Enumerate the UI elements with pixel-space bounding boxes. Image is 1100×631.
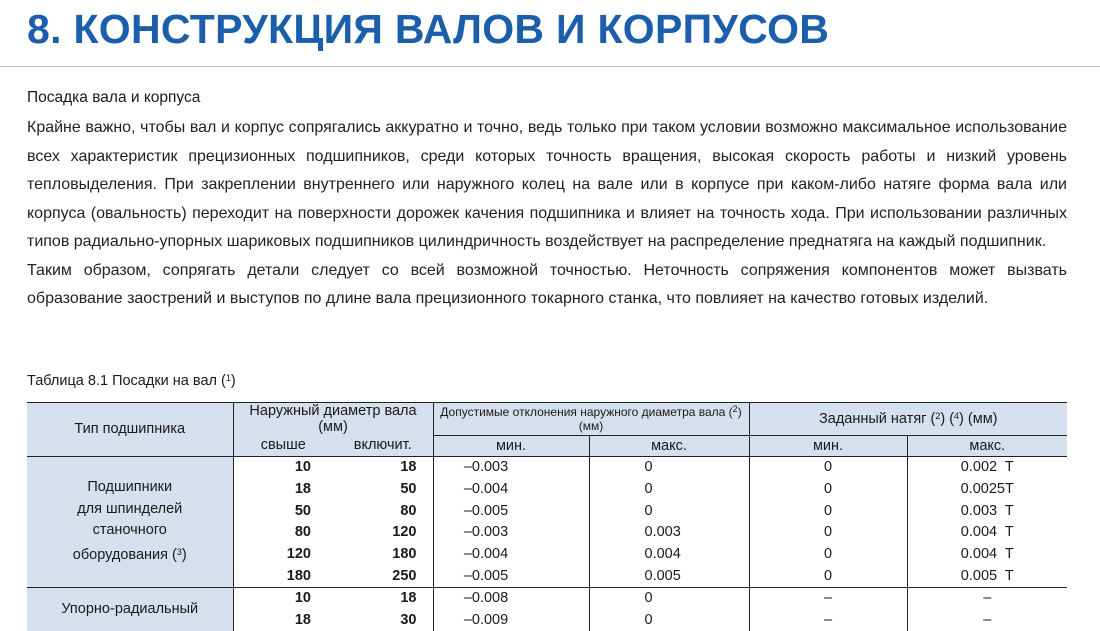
cell-over: 180 xyxy=(233,565,333,587)
cell-int-min: 0 xyxy=(749,478,907,500)
bearing-type-line: Упорно-радиальный xyxy=(61,600,199,617)
cell-int-max: – xyxy=(907,587,1067,609)
cell-dev-min: –0.004 xyxy=(433,543,589,565)
cell-dev-min: –0.005 xyxy=(433,565,589,587)
bearing-type-line: для шпинделей xyxy=(77,500,183,517)
body-text xyxy=(27,114,1067,314)
bearing-type-cell xyxy=(27,587,233,631)
footnote-ref: 2 xyxy=(732,404,738,415)
cell-int-min: 0 xyxy=(749,565,907,587)
cell-int-min: – xyxy=(749,609,907,631)
header-int-max: макс. xyxy=(907,435,1067,456)
table-row xyxy=(27,456,1067,478)
header-interference-text: Заданный натяг ( xyxy=(819,410,936,427)
header-deviation-text: Допустимые отклонения наружного диаметра вала ( xyxy=(440,405,733,420)
footnote-ref: 3 xyxy=(176,546,182,557)
header-type: Тип подшипника xyxy=(27,403,233,457)
cell-dev-min: –0.009 xyxy=(433,609,589,631)
cell-dev-max: 0 xyxy=(589,609,749,631)
cell-incl: 18 xyxy=(400,459,417,476)
cell-int-max: 0.004 T xyxy=(907,522,1067,544)
bearing-type-line: Подшипники xyxy=(87,479,173,496)
cell-dev-max: 0 xyxy=(589,456,749,478)
cell-int-min: 0 xyxy=(749,543,907,565)
cell-incl: 180 xyxy=(392,546,417,563)
cell-int-min: 0 xyxy=(749,456,907,478)
header-diameter: Наружный диаметр вала (мм) xyxy=(233,403,433,436)
paragraph: Крайне важно, чтобы вал и корпус сопрягались аккуратно и точно, ведь только при таком условии возможно максимальное использование всех характеристик прецизионных подшипников, среди которых точность вращения, высокая скорость работы и низкий уровень тепловыделения. При закреплении внутреннего или наружного колец на вале или в корпусе при каком-либо натяге форма вала или корпуса (овальность) переходит на поверхности дорожек качения подшипника и влияет на точность хода. При использовании различных типов радиально-упорных шариковых подшипников цилиндричность воздействует на распределение преднатяга на каждый подшипник. xyxy=(27,119,1067,250)
bearing-type-line: станочного xyxy=(92,522,167,539)
cell-incl: 18 xyxy=(333,587,433,609)
cell-over: 10 xyxy=(233,587,333,609)
footnote-ref: 4 xyxy=(954,410,960,421)
paragraph: Таким образом, сопрягать детали следует со всей возможной точностью. Неточность сопряжения компонентов может вызвать образование заострений и выступов по длине вала прецизионного токарного станка, что повлияет на качество готовых изделий. xyxy=(27,261,1067,307)
footnote-ref: 2 xyxy=(935,410,941,421)
cell-dev-max: 0.003 xyxy=(589,522,749,544)
page-title: 8. КОНСТРУКЦИЯ ВАЛОВ И КОРПУСОВ xyxy=(27,6,830,52)
cell-over: 120 xyxy=(233,543,333,565)
header-interference-end: ) (мм) xyxy=(959,410,998,427)
header-dev-min: мин. xyxy=(433,435,589,456)
cell-incl: 50 xyxy=(400,481,417,498)
cell-int-max: 0.005 T xyxy=(907,565,1067,587)
cell-over: 80 xyxy=(233,522,333,544)
cell-dev-min: –0.004 xyxy=(433,478,589,500)
header-deviation-end: ) (мм) xyxy=(578,405,742,434)
cell-int-max: 0.003 T xyxy=(907,500,1067,522)
section-heading: Посадка вала и корпуса xyxy=(27,89,201,106)
cell-int-max: – xyxy=(907,609,1067,631)
bearing-type-text: оборудования ( xyxy=(72,546,177,563)
cell-dev-max: 0.005 xyxy=(589,565,749,587)
cell-dev-max: 0 xyxy=(589,478,749,500)
cell-dev-min: –0.005 xyxy=(433,500,589,522)
cell-int-max: 0.0025T xyxy=(907,478,1067,500)
caption-text: Таблица 8.1 Посадки на вал ( xyxy=(27,373,226,389)
cell-incl: 80 xyxy=(400,502,417,519)
header-int-min: мин. xyxy=(749,435,907,456)
cell-int-min: 0 xyxy=(749,500,907,522)
table-row xyxy=(27,587,1067,609)
table-caption xyxy=(27,373,236,389)
cell-dev-min: –0.003 xyxy=(433,456,589,478)
cell-dev-max: 0 xyxy=(589,500,749,522)
cell-dev-min: –0.008 xyxy=(433,587,589,609)
cell-over: 10 xyxy=(233,456,333,478)
bearing-type-line: оборудования ($^3$) xyxy=(72,546,187,563)
cell-dev-min: –0.003 xyxy=(433,522,589,544)
cell-dev-max: 0.004 xyxy=(589,543,749,565)
header-interference-mid: ) ( xyxy=(940,410,955,427)
header-dev-max: макс. xyxy=(589,435,749,456)
header-interference xyxy=(749,403,1067,436)
header-over: свыше xyxy=(233,435,333,456)
header-incl: включит. xyxy=(333,435,433,456)
cell-dev-max: 0 xyxy=(589,587,749,609)
header-deviation xyxy=(433,403,749,436)
cell-over: 18 xyxy=(233,478,333,500)
shaft-fits-table xyxy=(27,402,1067,631)
cell-int-max: 0.002 T xyxy=(907,456,1067,478)
cell-over: 50 xyxy=(233,500,333,522)
cell-int-min: 0 xyxy=(749,522,907,544)
title-divider xyxy=(0,66,1100,67)
cell-incl: 250 xyxy=(392,567,417,584)
cell-incl: 30 xyxy=(400,612,417,629)
cell-int-max: 0.004 T xyxy=(907,543,1067,565)
cell-over: 18 xyxy=(233,609,333,631)
cell-incl: 120 xyxy=(392,524,417,541)
caption-end: ) xyxy=(230,373,236,389)
cell-int-min: – xyxy=(749,587,907,609)
footnote-ref: 1 xyxy=(225,373,231,383)
bearing-type-cell xyxy=(27,456,233,587)
